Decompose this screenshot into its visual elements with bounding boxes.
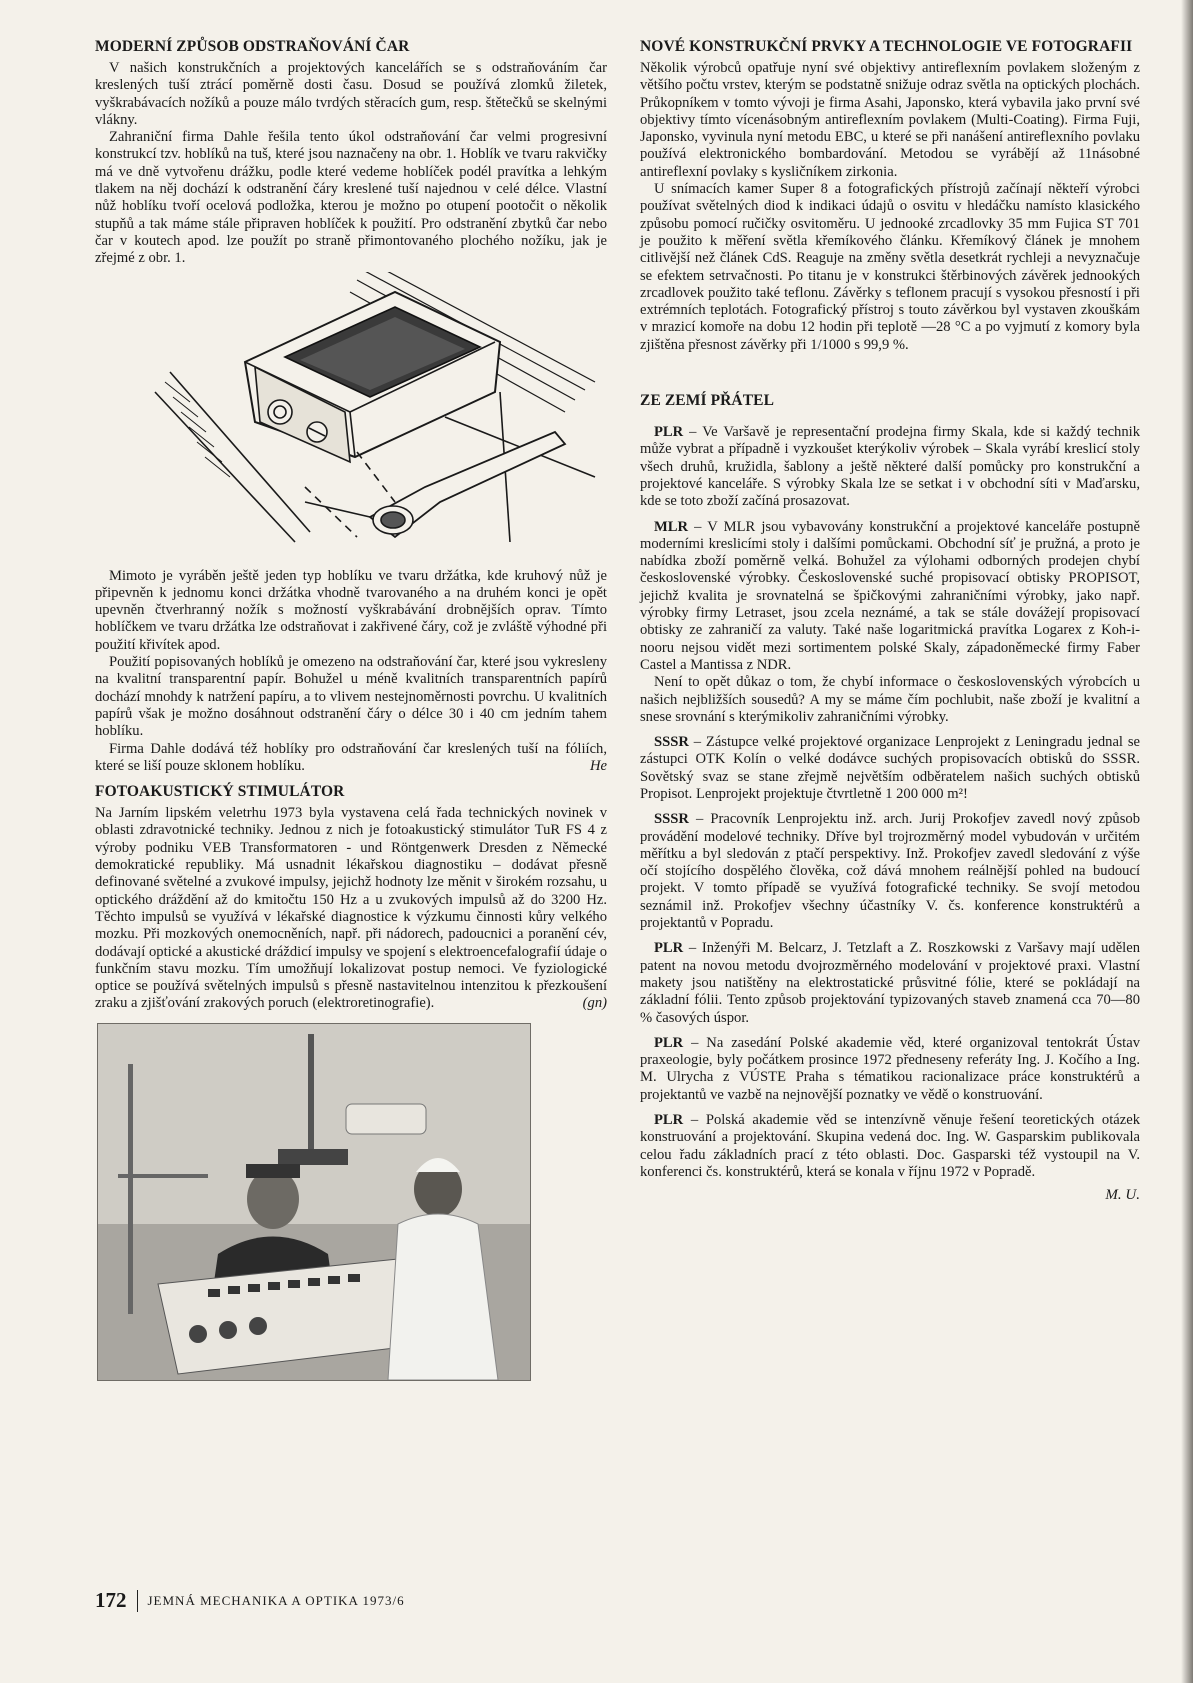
paragraph <box>95 805 607 1013</box>
right-column <box>640 38 1140 1204</box>
paragraph: Zahraniční firma Dahle řešila tento úkol odstraňování čar velmi progresivní konstrukcí tzv. hoblíků na tuš, které jsou naznačeny na obr. 1. Hoblík ve tvaru rakvičky má ve dně vytvořenu drážku, podle které vedeme hoblíček podél pravítka a lehkým tlakem na něj dochází k odstranění čáry kreslené tuší najednou v celé délce. Vlastní nůž hoblíku tvoří ocelová podložka, kterou je možno po otupení pootočit o několik stupňů a tak máme stále připraven hoblíček k použití. Pro odstranění zbytků čar nebo čar v koutech apod. lze použít po straně přimontovaného plochého nožíku, jak je zřejmé z obr. 1. <box>95 129 607 267</box>
planer-illustration <box>95 272 607 562</box>
page-footer <box>95 1588 405 1613</box>
article-title-friendly-countries: ZE ZEMÍ PŘÁTEL <box>640 392 775 410</box>
page-number: 172 <box>95 1588 127 1612</box>
country-code: PLR <box>654 940 684 957</box>
news-text: – Polská akademie věd se intenzívně věnuje řešení teoretických otázek konstruování a projektování. Skupina vedená doc. Ing. W. Gasparskim publikovala celou řadu základních prací z této oblasti. Doc. Gasparski též vystoupil na V. konferenci čs. konstruktérů, která se konala v říjnu 1972 v Popradě. <box>640 1112 1140 1180</box>
paragraph: U snímacích kamer Super 8 a fotografických přístrojů začínají někteří výrobci používat světelných diod k indikaci údajů o osvitu v hledáčku namísto klasického způsobu pomocí ručičky osvitoměru. U jednooké zrcadlovky 35 mm Fujica ST 701 je použito k měření světla křemíkového článku. Křemíkový článek je mnohem citlivější než článek CdS. Reaguje na změny světla desetkrát rychleji a nevyznačuje se efektem setrvačnosti. Po titanu je v konstrukci štěrbinových závěrek jednookých zrcadlovek použito také teflonu. Závěrky s teflonem pracují s vysokou přesností i při extrémních teplotách. Fotografický přístroj s touto závěrkou byl vystaven zkouškám v mrazicí komoře na dobu 12 hodin při teplotě —28 °C a po vyjmutí z komory byla zjištěna přesnost závěrky při 1/1000 s 99,9 %. <box>640 181 1140 353</box>
scan-edge <box>1181 0 1193 1683</box>
article-title-line-removal: MODERNÍ ZPŮSOB ODSTRAŇOVÁNÍ ČAR <box>95 38 410 55</box>
photo-illustration <box>98 1024 530 1380</box>
author-signature: (gn) <box>582 995 607 1012</box>
article-title-photography: NOVÉ KONSTRUKČNÍ PRVKY A TECHNOLOGIE VE FOTOGRAFII <box>640 38 1133 55</box>
country-code: SSSR <box>654 734 689 751</box>
footer-divider <box>137 1590 138 1612</box>
news-text: – Na zasedání Polské akademie věd, které organizoval tentokrát Ústav praxeologie, byly počátkem prosince 1972 předneseny referáty Ing. J. Kočího a Ing. M. Ulrycha z VÚSTE Praha s tématikou racionalizace práce konstruktérů a projektantů ve vazbě na nejnovější poznatky ve vědě o konstruování. <box>640 1034 1140 1103</box>
stimulator-photo <box>97 1023 531 1381</box>
paragraph <box>95 741 607 776</box>
news-item <box>640 940 1140 1026</box>
figure-1-ink-planer-drawing <box>95 272 607 562</box>
country-code: PLR <box>654 1112 684 1129</box>
news-text: Není to opět důkaz o tom, že chybí informace o československých výrobcích u našich nejbližších sousedů? A my se máme čím pochlubit, naše zboží je kvalitní a snese srovnání s kterýmikoliv zahraničními výrobky. <box>640 674 1140 725</box>
paragraph: Několik výrobců opatřuje nyní své objektivy antireflexním povlakem složeným z většího počtu vrstev, kterým se podstatně snižuje odraz světla na optických plochách. Průkopníkem v tomto vývoji je firma Asahi, Japonsko, která vybavila jako první své objektivy tímto vícenásobným antireflexním povlakem (Multi-Coating). Firma Fuji, Japonsko, vyvinula nyní metodu EBC, u které se při nanášení antireflexního povlaku používá elektronického bombardování. Metodou se vyrábějí až 11násobné antireflexní povlaky s kysličníkem zirkonia. <box>640 60 1140 180</box>
news-text: – Zástupce velké projektové organizace Lenprojekt z Leningradu jednal se zástupci OTK Kolín o velké dodávce suchých propisovacích obtisků do SSSR. Sovětský svaz se stane zřejmě největším odběratelem našich suchých obtisků Propisot. Lenprojekt projektuje čtvrtletně 1 200 000 m²! <box>640 734 1140 802</box>
left-column <box>95 38 607 1381</box>
news-item <box>640 734 1140 803</box>
news-item <box>640 424 1140 510</box>
news-text: – Inženýři M. Belcarz, J. Tetzlaft a Z. Roszkowski z Varšavy mají udělen patent na novou metodu dvojrozměrného modelování v projektové praxi. Vlastní makety jsou natištěny na elektrostatické průsvitné fólie, které se pokládají na základní fólii. Tento způsob projektování typizovaných staveb znamená cca 70—80 % časových úspor. <box>640 940 1140 1026</box>
news-item <box>640 811 1140 932</box>
news-item <box>640 1112 1140 1181</box>
country-code: SSSR <box>654 811 689 828</box>
paragraph-text: Na Jarním lipském veletrhu 1973 byla vystavena celá řada technických novinek v oblasti zdravotnické techniky. Jednou z nich je fotoakustický stimulátor TuR FS 4 z výroby podniku VEB Transformatoren - und Röntgenwerk Dresden z Německé demokratické republiky. Má usnadnit lékařskou diagnostiku – dodávat přesně definované světelné a zvukové impulsy, jejichž hodnoty lze měnit v širokém rozsahu, u optického dráždění až do kmitočtu 150 Hz a u zvukových impulsů až do 3200 Hz. Těchto impulsů se využívá v lékařské diagnostice k výzkumu činnosti kůry velkého mozku. Při mozkových onemocněních, např. při nádorech, padoucnici a poranění cév, dodávají optické a akustické dráždicí impulsy ve spojení s elektroencefalografií údaje o funkčním stavu mozku. Tím umožňují lokalizovat postup nemoci. Ve fyziologické optice se používá světelných impulsů s přesně nastavitelnou intenzitou k přezkoušení zraku a zjišťování zrakových poruch (elektroretinografie). <box>95 805 607 1012</box>
article-title-stimulator: FOTOAKUSTICKÝ STIMULÁTOR <box>95 783 345 801</box>
country-code: PLR <box>654 1034 684 1051</box>
country-code: PLR <box>654 424 684 441</box>
paragraph: Použití popisovaných hoblíků je omezeno na odstraňování čar, které jsou vykresleny na kvalitní transparentní papír. Bohužel u méně kvalitních transparentních papírů dochází mnohdy k natržení papíru, a to vlivem nestejnoměrnosti povrchu. U kvalitních papírů však je možno dosáhnout odstranění čáry o délce 30 i 40 cm jedním tahem hoblíku. <box>95 654 607 740</box>
author-signature: He <box>589 757 607 774</box>
news-text: – V MLR jsou vybavovány konstrukční a projektové kanceláře postupně moderními kreslicími stoly i dalšími pomůckami. Obchodní síť je pružná, a proto je nabídka zboží poměrně velká. Bohužel za výlohami odborných prodejen chybí československé výrobky. Československé suché propisovací obtisky PROPISOT, jejichž kvalita je srovnatelná se špičkovými zahraničními výrobky, jako např. výrobky firmy Letraset, jsou zcela neznámé, a tak se stále dovážejí propisovací obtisky ze zahraničí za valuty. Také naše logaritmická pravítka Logarex z Koh-i-nooru nejsou vidět mezi sortimentem polské Skaly, západoněmecké firmy Faber Castel a Mantissa z NDR. <box>640 518 1140 673</box>
author-signature: M. U. <box>1105 1187 1140 1204</box>
country-code: MLR <box>654 518 689 535</box>
paragraph: Mimoto je vyráběn ještě jeden typ hoblíku ve tvaru držátka, kde kruhový nůž je připevněn k jednomu konci držátka vhodně tvarovaného a na druhém konci je opět upevněn čtverhranný nožík s možností vyškrabávání drobnějších oprav. Tímto hoblíčkem ve tvaru držátka lze odstraňovat i zakřivené čáry, což je zvláště výhodné při použití křivítek apod. <box>95 567 607 653</box>
news-item <box>640 674 1140 726</box>
news-text: – Ve Varšavě je representační prodejna firmy Skala, kde si každý technik může vybrat a případně i vyzkoušet kterýkoliv výrobek – Skala vyrábí kreslicí stoly všech druhů, kružidla, šablony a ještě některé další pomůcky pro konstrukční a projektové kanceláře. S výrobky Skala lze se setkat i v obchodní síti v Maďarsku, kde se toto zboží začíná prosazovat. <box>640 424 1140 510</box>
news-item <box>640 1035 1140 1104</box>
news-item <box>640 519 1140 675</box>
paragraph: V našich konstrukčních a projektových kancelářích se s odstraňováním čar kreslených tuší ztrácí poměrně dosti času. Dosud se používá zlomků žiletek, vyškrabávacích nožíků a pouze málo tvrdých stěracích gum, resp. štětečků se skelnými vlákny. <box>95 60 607 128</box>
journal-name: JEMNÁ MECHANIKA A OPTIKA 1973/6 <box>147 1592 405 1608</box>
news-text: – Pracovník Lenprojektu inž. arch. Jurij Prokofjev zavedl nový způsob provádění modelové techniky. Dříve byl trojrozměrný model vybudován v určitém měřítku a byl sledován z ptačí perspektivy. Inž. Prokofjev zavedl sledování z výše očí stojícího dospělého člověka, což dává mnohem reálnější pohled na budoucí projekt. V tomto případě se využívá fotografické techniky. Se svojí metodou seznámil inž. Prokofjev všechny účastníky V. čs. konference konstruktérů a projektantů v Popradu. <box>640 811 1140 932</box>
paragraph-text: Firma Dahle dodává též hoblíky pro odstraňování čar kreslených tuší na fóliích, které se liší pouze sklonem hoblíku. <box>95 740 607 774</box>
